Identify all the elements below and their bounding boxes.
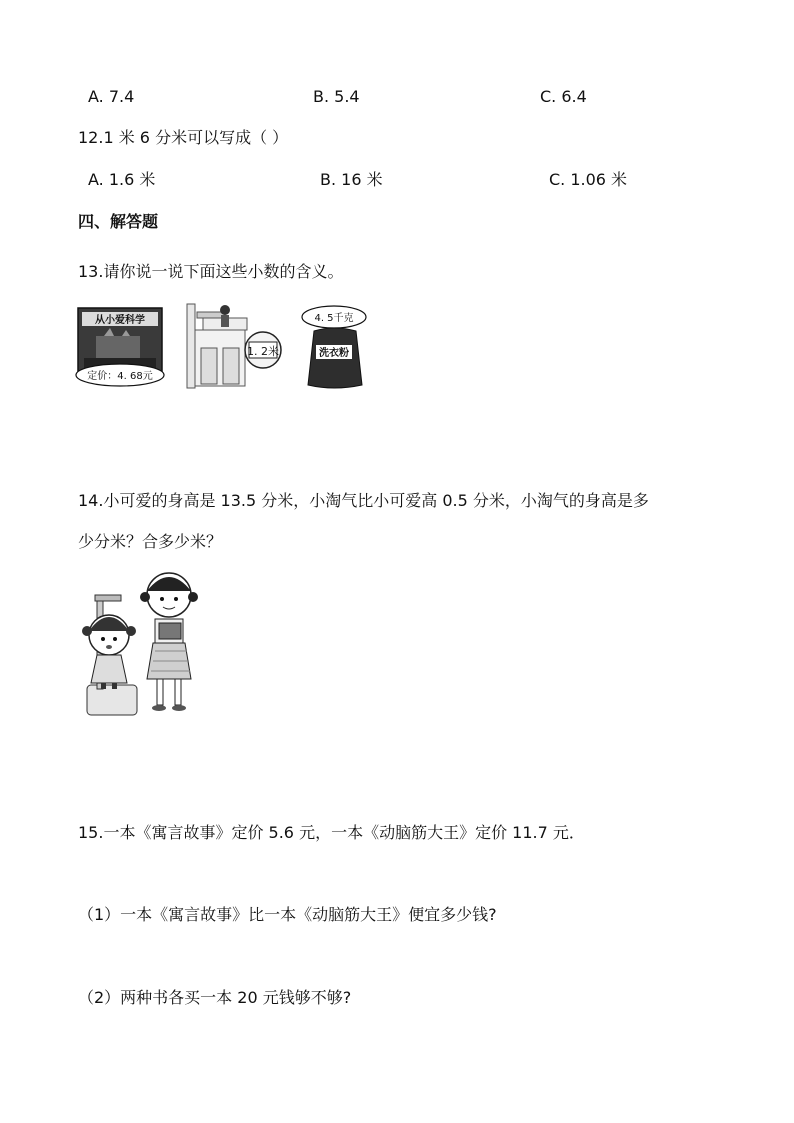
q12-stem: 12.1 米 6 分米可以写成（ ） xyxy=(78,128,289,147)
q15-sub-2: （2）两种书各买一本 20 元钱够不够? xyxy=(78,988,352,1007)
q14-line-1: 14.小可爱的身高是 13.5 分米，小淘气比小可爱高 0.5 分米，小淘气的身高是多 xyxy=(78,491,649,510)
q12-option-a: A. 1.6 米 xyxy=(88,170,156,189)
q11-option-c: C. 6.4 xyxy=(540,87,587,106)
q15-sub-1: （1）一本《寓言故事》比一本《动脑筋大王》便宜多少钱? xyxy=(78,905,497,924)
bag-weight-label: 4. 5千克 xyxy=(314,313,354,324)
section-heading: 四、解答题 xyxy=(78,212,159,231)
book-cover-figure xyxy=(74,306,166,388)
book-price-label: 定价：4. 68元 xyxy=(87,371,153,382)
q12-option-c: C. 1.06 米 xyxy=(549,170,628,189)
two-girls-figure xyxy=(77,567,207,722)
q11-option-a: A. 7.4 xyxy=(88,87,135,106)
q13-stem: 13.请你说一说下面这些小数的含义。 xyxy=(78,262,344,281)
q12-option-b: B. 16 米 xyxy=(320,170,383,189)
height-label: 1. 2米 xyxy=(247,345,279,358)
q14-line-2: 少分米？合多少米？ xyxy=(78,532,223,551)
bag-label: 洗衣粉 xyxy=(319,348,349,359)
q15-stem: 15.一本《寓言故事》定价 5.6 元，一本《动脑筋大王》定价 11.7 元． xyxy=(78,823,585,842)
book-cover-title: 从小爱科学 xyxy=(95,315,145,326)
q11-option-b: B. 5.4 xyxy=(313,87,360,106)
height-figure xyxy=(183,300,288,390)
detergent-bag-figure xyxy=(300,305,370,390)
